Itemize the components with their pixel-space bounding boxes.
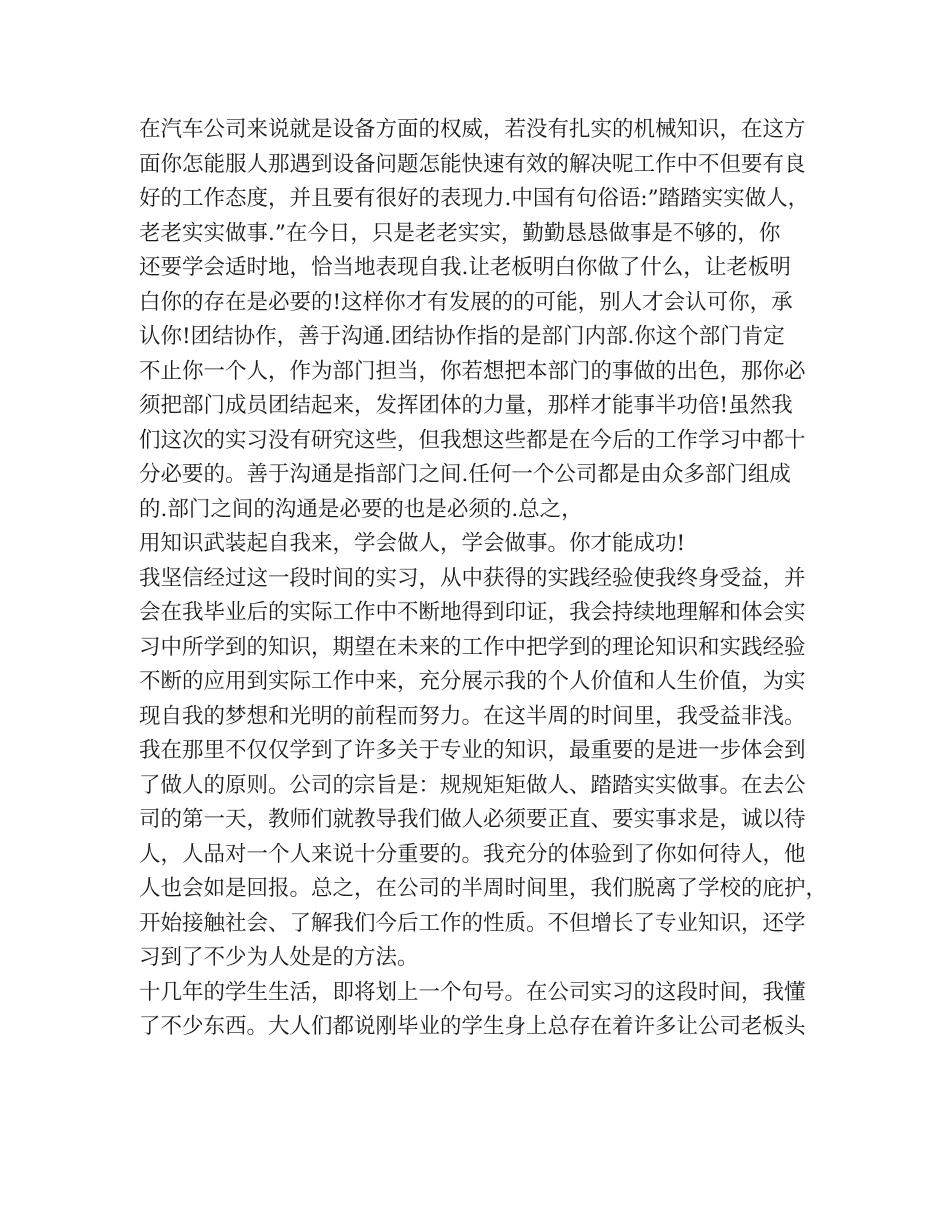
text-line: 不止你一个人，作为部门担当，你若想把本部门的事做的出色，那你必	[139, 358, 806, 384]
text-line: 了做人的原则。公司的宗旨是：规规矩矩做人、踏踏实实做事。在去公	[139, 772, 806, 798]
text-line: 开始接触社会、了解我们今后工作的性质。不但增长了专业知识，还学	[139, 910, 806, 936]
text-line: 人也会如是回报。总之，在公司的半周时间里，我们脱离了学校的庇护，	[139, 876, 828, 901]
text-line: 我在那里不仅仅学到了许多关于专业的知识，最重要的是进一步体会到	[139, 738, 806, 763]
text-line: 在汽车公司来说就是设备方面的权威，若没有扎实的机械知识，在这方	[139, 117, 806, 142]
text-line: 用知识武装起自我来，学会做人，学会做事。你才能成功!	[139, 531, 686, 556]
text-line: 不断的应用到实际工作中来，充分展示我的个人价值和人生价值，为实	[139, 669, 806, 694]
text-line: 习中所学到的知识，期望在未来的工作中把学到的理论知识和实践经验	[139, 634, 806, 660]
text-line: 了不少东西。大人们都说刚毕业的学生身上总存在着许多让公司老板头	[139, 1014, 806, 1039]
text-line: 认你!团结协作，善于沟通.团结协作指的是部门内部.你这个部门肯定	[139, 324, 785, 349]
text-line: 我坚信经过这一段时间的实习，从中获得的实践经验使我终身受益，并	[139, 565, 806, 591]
text-line: 白你的存在是必要的!这样你才有发展的的可能，别人才会认可你，承	[139, 289, 793, 315]
text-line: 好的工作态度，并且要有很好的表现力.中国有句俗语:”踏踏实实做人，	[139, 186, 810, 211]
body-text	[139, 113, 829, 1045]
text-line: 老老实实做事.”在今日，只是老老实实，勤勤恳恳做事是不够的，你	[139, 220, 781, 246]
text-line: 习到了不少为人处是的方法。	[139, 945, 419, 970]
text-line: 十几年的学生生活，即将划上一个句号。在公司实习的这段时间，我懂	[139, 979, 806, 1005]
text-line: 司的第一天，教师们就教导我们做人必须要正直、要实事求是，诚以待	[139, 807, 806, 832]
text-line: 人，人品对一个人来说十分重要的。我充分的体验到了你如何待人，他	[139, 841, 806, 867]
text-line: 会在我毕业后的实际工作中不断地得到印证，我会持续地理解和体会实	[139, 600, 806, 625]
text-line: 的.部门之间的沟通是必要的也是必须的.总之，	[139, 496, 583, 522]
text-line: 现自我的梦想和光明的前程而努力。在这半周的时间里，我受益非浅。	[139, 703, 806, 729]
text-line: 面你怎能服人那遇到设备问题怎能快速有效的解决呢工作中不但要有良	[139, 151, 806, 177]
text-line: 分必要的。善于沟通是指部门之间.任何一个公司都是由众多部门组成	[139, 462, 791, 487]
text-line: 还要学会适时地，恰当地表现自我.让老板明白你做了什么，让老板明	[139, 255, 791, 280]
text-line: 们这次的实习没有研究这些，但我想这些都是在今后的工作学习中都十	[139, 427, 806, 453]
text-line: 须把部门成员团结起来，发挥团体的力量，那样才能事半功倍!虽然我	[139, 393, 793, 418]
